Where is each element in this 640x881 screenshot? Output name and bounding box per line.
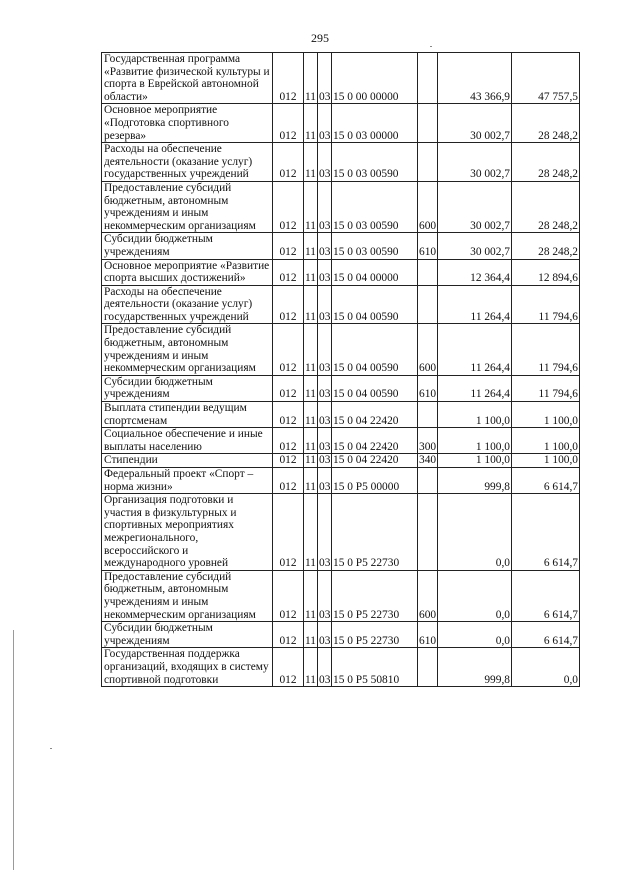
- subsection-code-cell: 03: [318, 285, 332, 324]
- ministry-code-cell: 012: [273, 428, 304, 454]
- amount-year-1-cell: 1 100,0: [438, 454, 512, 468]
- expense-type-cell: 340: [419, 454, 437, 467]
- amount-year-2-cell: 12 894,6: [512, 259, 580, 285]
- section-code-cell: 11: [304, 233, 318, 259]
- table-row: [102, 622, 580, 648]
- amount-year-1-cell: 11 264,4: [438, 375, 512, 401]
- table-row: [102, 181, 580, 232]
- subsection-code-cell: 03: [318, 375, 332, 401]
- row-name-cell: Социальное обеспечение и иные выплаты населению: [102, 428, 273, 454]
- amount-year-1-cell: 1 100,0: [438, 402, 512, 428]
- program-code-cell: 15 0 04 00000: [332, 259, 418, 285]
- section-code-cell: 11: [304, 402, 318, 428]
- section-code-cell: 11: [304, 494, 318, 571]
- scan-speck: [50, 748, 52, 749]
- subsection-code-cell: 03: [318, 468, 332, 494]
- program-code-cell: 15 0 P5 22730: [332, 494, 418, 571]
- section-code-cell: 11: [304, 622, 318, 648]
- subsection-code-cell: 03: [318, 622, 332, 648]
- table-row: [102, 375, 580, 401]
- section-code-cell: 11: [304, 468, 318, 494]
- program-code-cell: 15 0 03 00590: [332, 143, 418, 182]
- ministry-code-cell: 012: [273, 143, 304, 182]
- expense-type-cell: [418, 143, 438, 182]
- expense-type-cell: 600: [418, 570, 438, 621]
- row-name-cell: Федеральный проект «Спорт – норма жизни»: [102, 468, 273, 494]
- row-name-cell: Организация подготовки и участия в физкультурных и спортивных мероприятиях межрегионального, всероссийского и международного уровней: [102, 494, 273, 571]
- amount-year-1-cell: 30 002,7: [438, 233, 512, 259]
- section-code-cell: 11: [304, 53, 318, 104]
- row-name-cell: Субсидии бюджетным учреждениям: [102, 233, 273, 259]
- amount-year-2-cell: 1 100,0: [512, 402, 580, 428]
- program-code-cell: 15 0 03 00590: [332, 233, 418, 259]
- amount-year-1-cell: 30 002,7: [438, 181, 512, 232]
- program-code-cell: 15 0 P5 22730: [332, 622, 418, 648]
- subsection-code-cell: 03: [318, 233, 332, 259]
- subsection-code-cell: 03: [318, 402, 332, 428]
- amount-year-2-cell: 1 100,0: [512, 454, 580, 468]
- program-code-cell: 15 0 03 00590: [332, 181, 418, 232]
- program-code-cell: 15 0 04 22420: [332, 428, 418, 454]
- table-row: [102, 454, 580, 468]
- section-code-cell: 11: [304, 181, 318, 232]
- amount-year-2-cell: 28 248,2: [512, 104, 580, 143]
- amount-year-2-cell: 28 248,2: [512, 233, 580, 259]
- subsection-code-cell: 03: [318, 648, 332, 687]
- ministry-code-cell: 012: [273, 570, 304, 621]
- row-name-cell: Предоставление субсидий бюджетным, автономным учреждениям и иным некоммерческим организациям: [102, 570, 273, 621]
- ministry-code-cell: 012: [273, 622, 304, 648]
- section-code-cell: 11: [304, 375, 318, 401]
- row-name-cell: Основное мероприятие «Подготовка спортивного резерва»: [102, 104, 273, 143]
- amount-year-2-cell: 11 794,6: [512, 375, 580, 401]
- section-code-cell: 11: [304, 570, 318, 621]
- ministry-code-cell: 012: [273, 259, 304, 285]
- row-name-cell: Основное мероприятие «Развитие спорта высших достижений»: [102, 259, 273, 285]
- amount-year-2-cell: 6 614,7: [512, 570, 580, 621]
- amount-year-2-cell: 11 794,6: [512, 324, 580, 375]
- program-code-cell: 15 0 04 22420: [332, 454, 418, 468]
- amount-year-1-cell: 1 100,0: [438, 428, 512, 454]
- program-code-cell: 15 0 04 00590: [332, 375, 418, 401]
- ministry-code-cell: 012: [273, 648, 304, 687]
- section-code-cell: 11: [304, 324, 318, 375]
- table-row: [102, 53, 580, 104]
- subsection-code-cell: 03: [318, 181, 332, 232]
- budget-table: [101, 52, 580, 687]
- table-row: [102, 259, 580, 285]
- ministry-code-cell: 012: [273, 324, 304, 375]
- ministry-code-cell: 012: [273, 53, 304, 104]
- subsection-code-cell: 03: [318, 428, 332, 454]
- expense-type-cell: [418, 648, 438, 687]
- program-code-cell: 15 0 P5 00000: [332, 468, 418, 494]
- program-code-cell: 15 0 P5 22730: [332, 570, 418, 621]
- subsection-code-cell: 03: [318, 53, 332, 104]
- program-code-cell: 15 0 03 00000: [332, 104, 418, 143]
- expense-type-cell: [418, 494, 438, 571]
- amount-year-1-cell: 0,0: [438, 570, 512, 621]
- section-code-cell: 11: [304, 285, 318, 324]
- table-row: [102, 285, 580, 324]
- expense-type-cell: 600: [418, 324, 438, 375]
- row-name-cell: Субсидии бюджетным учреждениям: [102, 622, 273, 648]
- expense-type-cell: [418, 468, 438, 494]
- row-name-cell: Предоставление субсидий бюджетным, автономным учреждениям и иным некоммерческим организациям: [102, 324, 273, 375]
- expense-type-cell: 610: [418, 233, 438, 259]
- table-row: [102, 648, 580, 687]
- amount-year-2-cell: 11 794,6: [512, 285, 580, 324]
- table-row: [102, 233, 580, 259]
- subsection-code-cell: 03: [318, 143, 332, 182]
- amount-year-1-cell: 43 366,9: [438, 53, 512, 104]
- program-code-cell: 15 0 00 00000: [332, 53, 418, 104]
- subsection-code-cell: 03: [318, 104, 332, 143]
- amount-year-2-cell: 47 757,5: [512, 53, 580, 104]
- scan-margin-line: [13, 630, 14, 870]
- amount-year-1-cell: 999,8: [438, 648, 512, 687]
- expense-type-cell: 600: [418, 181, 438, 232]
- expense-type-cell: 610: [418, 622, 438, 648]
- expense-type-cell: [418, 402, 438, 428]
- amount-year-1-cell: 11 264,4: [438, 324, 512, 375]
- row-name-cell: Расходы на обеспечение деятельности (оказание услуг) государственных учреждений: [102, 285, 273, 324]
- expense-type-cell: 610: [418, 375, 438, 401]
- table-row: [102, 570, 580, 621]
- table-row: [102, 468, 580, 494]
- table-row: [102, 104, 580, 143]
- ministry-code-cell: 012: [273, 402, 304, 428]
- amount-year-2-cell: 0,0: [512, 648, 580, 687]
- table-row: [102, 494, 580, 571]
- row-name-cell: Расходы на обеспечение деятельности (оказание услуг) государственных учреждений: [102, 143, 273, 182]
- section-code-cell: 11: [304, 259, 318, 285]
- subsection-code-cell: 03: [318, 570, 332, 621]
- ministry-code-cell: 012: [273, 233, 304, 259]
- amount-year-2-cell: 6 614,7: [512, 622, 580, 648]
- expense-type-cell: [418, 285, 438, 324]
- ministry-code-cell: 012: [273, 494, 304, 571]
- amount-year-2-cell: 1 100,0: [512, 428, 580, 454]
- program-code-cell: 15 0 04 00590: [332, 285, 418, 324]
- ministry-code-cell: 012: [273, 375, 304, 401]
- table-row: [102, 428, 580, 454]
- table-row: [102, 143, 580, 182]
- scan-speck: [430, 46, 432, 47]
- amount-year-1-cell: 0,0: [438, 622, 512, 648]
- expense-type-cell: [418, 53, 438, 104]
- ministry-code-cell: 012: [273, 454, 304, 468]
- amount-year-1-cell: 999,8: [438, 468, 512, 494]
- amount-year-2-cell: 6 614,7: [512, 468, 580, 494]
- amount-year-2-cell: 28 248,2: [512, 143, 580, 182]
- row-name-cell: Предоставление субсидий бюджетным, автономным учреждениям и иным некоммерческим организациям: [102, 181, 273, 232]
- row-name-cell: Государственная поддержка организаций, входящих в систему спортивной подготовки: [102, 648, 273, 687]
- expense-type-cell: [418, 104, 438, 143]
- ministry-code-cell: 012: [273, 104, 304, 143]
- row-name-cell: Субсидии бюджетным учреждениям: [102, 375, 273, 401]
- section-code-cell: 11: [304, 143, 318, 182]
- program-code-cell: 15 0 P5 50810: [332, 648, 418, 687]
- program-code-cell: 15 0 04 00590: [332, 324, 418, 375]
- subsection-code-cell: 03: [318, 324, 332, 375]
- amount-year-2-cell: 28 248,2: [512, 181, 580, 232]
- page-number: 295: [311, 31, 329, 45]
- subsection-code-cell: 03: [318, 494, 332, 571]
- row-name-cell: Стипендии: [102, 454, 273, 468]
- section-code-cell: 11: [304, 648, 318, 687]
- amount-year-1-cell: 11 264,4: [438, 285, 512, 324]
- table-row: [102, 402, 580, 428]
- ministry-code-cell: 012: [273, 468, 304, 494]
- program-code-cell: 15 0 04 22420: [332, 402, 418, 428]
- row-name-cell: Выплата стипендии ведущим спортсменам: [102, 402, 273, 428]
- budget-table-body: [102, 53, 580, 687]
- subsection-code-cell: 03: [319, 454, 331, 467]
- amount-year-1-cell: 30 002,7: [438, 104, 512, 143]
- section-code-cell: 11: [304, 104, 318, 143]
- amount-year-2-cell: 6 614,7: [512, 494, 580, 571]
- ministry-code-cell: 012: [273, 181, 304, 232]
- amount-year-1-cell: 0,0: [438, 494, 512, 571]
- section-code-cell: 11: [304, 428, 318, 454]
- table-row: [102, 324, 580, 375]
- row-name-cell: Государственная программа «Развитие физической культуры и спорта в Еврейской автономной области»: [102, 53, 273, 104]
- expense-type-cell: [418, 259, 438, 285]
- subsection-code-cell: 03: [318, 259, 332, 285]
- expense-type-cell: 300: [418, 428, 438, 454]
- amount-year-1-cell: 30 002,7: [438, 143, 512, 182]
- amount-year-1-cell: 12 364,4: [438, 259, 512, 285]
- ministry-code-cell: 012: [273, 285, 304, 324]
- section-code-cell: 11: [305, 454, 316, 467]
